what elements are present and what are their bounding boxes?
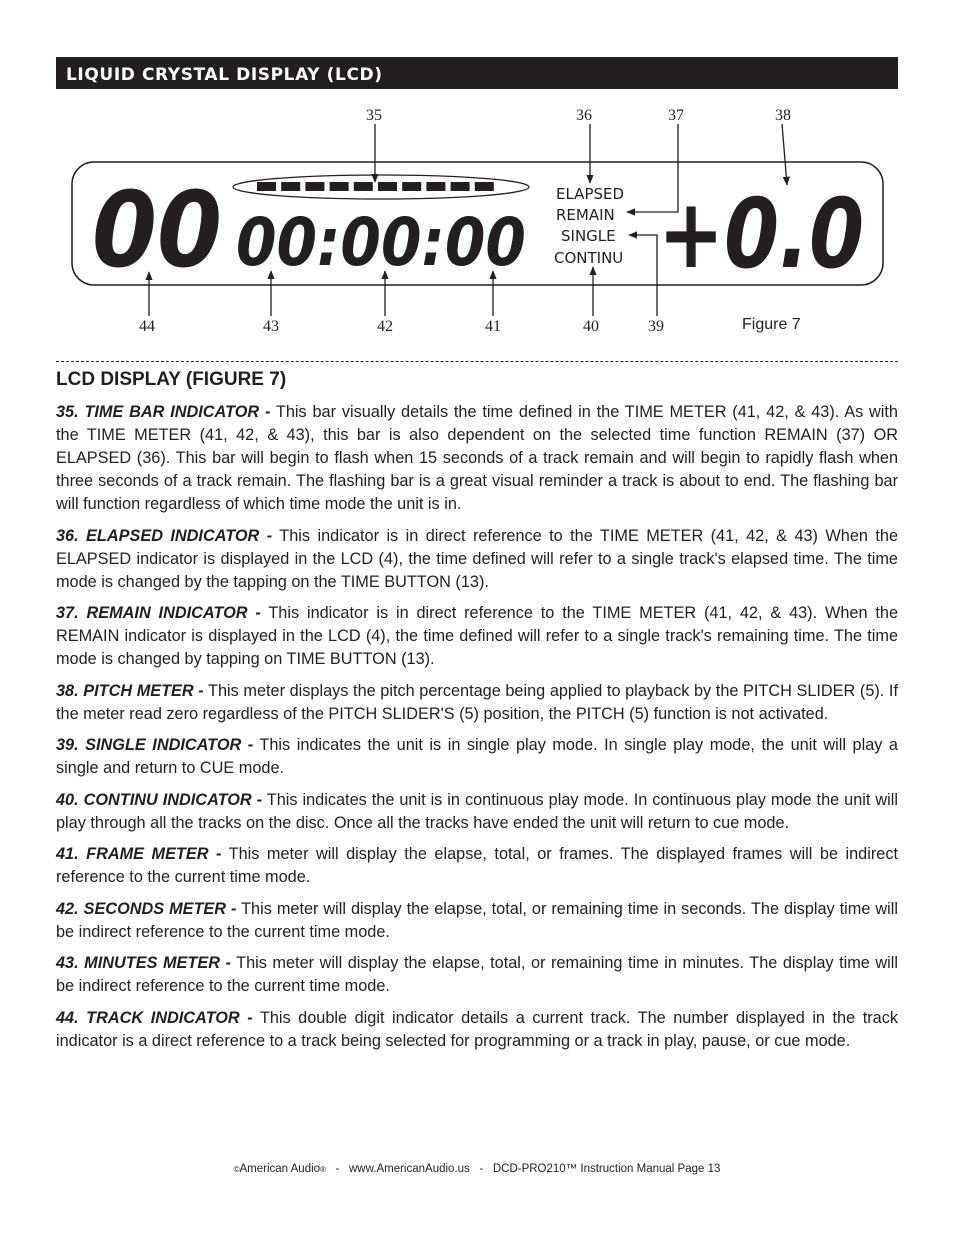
entry-term: 38. PITCH METER - bbox=[56, 681, 204, 700]
time-digits: 00:00:00 bbox=[236, 204, 526, 281]
entry-text: This indicates the unit is in single play mode. In single play mode, the unit will play a single and return to CUE mode. bbox=[56, 736, 898, 777]
footer-manual-page: DCD-PRO210™ Instruction Manual Page 13 bbox=[492, 1163, 721, 1175]
description-entry bbox=[56, 952, 898, 998]
entry-term: 42. SECONDS METER - bbox=[56, 899, 237, 918]
callout-38: 38 bbox=[775, 107, 791, 124]
time-bar-segment bbox=[475, 182, 494, 191]
callout-42: 42 bbox=[377, 318, 393, 335]
time-bar-segment bbox=[451, 182, 470, 191]
entry-text: This indicates the unit is in continuous play mode. In continuous play mode the unit will play through all the tracks on the disc. Once all the tracks have ended the unit will return to cue mode. bbox=[56, 790, 899, 832]
time-bar-segments bbox=[257, 182, 494, 191]
entry-term: 35. TIME BAR INDICATOR - bbox=[56, 403, 271, 421]
entry-term: 44. TRACK INDICATOR - bbox=[56, 1008, 253, 1027]
time-bar-segment bbox=[281, 182, 300, 191]
callout-35: 35 bbox=[366, 107, 382, 124]
figure-caption: Figure 7 bbox=[742, 316, 801, 333]
entry-text: This meter will display the elapse, total, or remaining time in seconds. The display time will be indirect reference to the current time mode. bbox=[56, 899, 898, 941]
entry-text: This indicator is in direct reference to the TIME METER (41, 42, & 43). When the REMAIN indicator is displayed in the LCD (4), the time defined will refer to a single track's remaining time. The time mode is changed by tapping on TIME BUTTON (13). bbox=[56, 604, 898, 668]
description-entry bbox=[56, 602, 898, 671]
footer-brand: American Audio bbox=[239, 1163, 321, 1175]
elapsed-indicator: ELAPSED bbox=[556, 185, 625, 203]
entry-text: This indicator is in direct reference to the TIME METER (41, 42, & 43) When the ELAPSED indicator is displayed in the LCD (4), the time defined will refer to a single track's elapsed time. The time mode is changed by the tapping on the TIME BUTTON (13). bbox=[56, 526, 898, 591]
pitch-digits: +0.0 bbox=[658, 178, 864, 290]
time-bar-segment bbox=[305, 182, 324, 191]
description-entry bbox=[56, 843, 898, 889]
description-entry bbox=[56, 401, 898, 516]
time-bar-segment bbox=[402, 182, 421, 191]
section-title: LIQUID CRYSTAL DISPLAY (LCD) bbox=[66, 65, 383, 85]
leader-38 bbox=[782, 124, 787, 185]
description-entry bbox=[56, 734, 898, 780]
entry-text: This meter will display the elapse, total, or remaining time in minutes. The display time will be indirect reference to the current time mode. bbox=[56, 954, 898, 995]
entry-text: This meter will display the elapse, total, or frames. The displayed frames will be indirect reference to the current time mode. bbox=[56, 845, 898, 886]
description-entry bbox=[56, 1007, 898, 1053]
callout-39: 39 bbox=[648, 318, 664, 335]
registered-symbol: ® bbox=[320, 1165, 326, 1174]
entry-text: This double digit indicator details a current track. The number displayed in the track indicator is a direct reference to a track being selected for programming or a track in play, pause, or cue mode. bbox=[56, 1008, 898, 1050]
page-footer bbox=[0, 1163, 954, 1175]
callout-44: 44 bbox=[139, 318, 155, 335]
track-digits: 00 bbox=[92, 169, 222, 291]
description-entry bbox=[56, 898, 898, 944]
single-indicator: SINGLE bbox=[561, 227, 616, 245]
callout-40: 40 bbox=[583, 318, 599, 335]
description-list bbox=[56, 401, 898, 1061]
description-entry bbox=[56, 789, 898, 835]
time-bar-segment bbox=[257, 182, 276, 191]
dashed-divider bbox=[56, 361, 898, 362]
footer-separator: - bbox=[335, 1163, 340, 1175]
entry-term: 43. MINUTES METER - bbox=[56, 954, 231, 972]
continu-indicator: CONTINU bbox=[554, 249, 624, 267]
entry-term: 41. FRAME METER - bbox=[56, 845, 222, 863]
callout-37: 37 bbox=[668, 107, 684, 124]
time-bar-segment bbox=[354, 182, 373, 191]
leader-39 bbox=[629, 235, 657, 316]
callout-41: 41 bbox=[485, 318, 501, 335]
description-entry bbox=[56, 525, 898, 594]
callout-36: 36 bbox=[576, 107, 592, 124]
entry-term: 37. REMAIN INDICATOR - bbox=[56, 604, 261, 622]
entry-text: This bar visually details the time defined in the TIME METER (41, 42, & 43). As with the TIME METER (41, 42, & 43), this bar is also dependent on the selected time function REMAIN (37) OR ELAPSED (36). This bar will begin to flash when 15 seconds of a track remain and will begin to rapidly flash when three seconds of a track remain. The flashing bar is a great visual reminder a track is about to end. The flashing bar will function regardless of which time mode the unit is in. bbox=[56, 403, 898, 513]
section-header-bar bbox=[56, 57, 898, 89]
time-bar-segment bbox=[378, 182, 397, 191]
copyright-symbol: © bbox=[233, 1165, 240, 1174]
lcd-diagram bbox=[0, 95, 954, 345]
entry-term: 36. ELAPSED INDICATOR - bbox=[56, 526, 273, 545]
lcd-figure bbox=[0, 95, 954, 345]
section-heading: LCD DISPLAY (FIGURE 7) bbox=[56, 369, 287, 390]
footer-separator: - bbox=[479, 1163, 484, 1175]
description-entry bbox=[56, 680, 898, 726]
entry-text: This meter displays the pitch percentage being applied to playback by the PITCH SLIDER (5). If the meter read zero regardless of the PITCH SLIDER'S (5) position, the PITCH (5) function is not activated. bbox=[56, 681, 898, 723]
time-bar-segment bbox=[330, 182, 349, 191]
entry-term: 39. SINGLE INDICATOR - bbox=[56, 736, 254, 754]
remain-indicator: REMAIN bbox=[556, 206, 615, 224]
footer-website: www.AmericanAudio.us bbox=[348, 1163, 470, 1175]
entry-term: 40. CONTINU INDICATOR - bbox=[56, 790, 263, 809]
time-bar-segment bbox=[426, 182, 445, 191]
callout-43: 43 bbox=[263, 318, 279, 335]
